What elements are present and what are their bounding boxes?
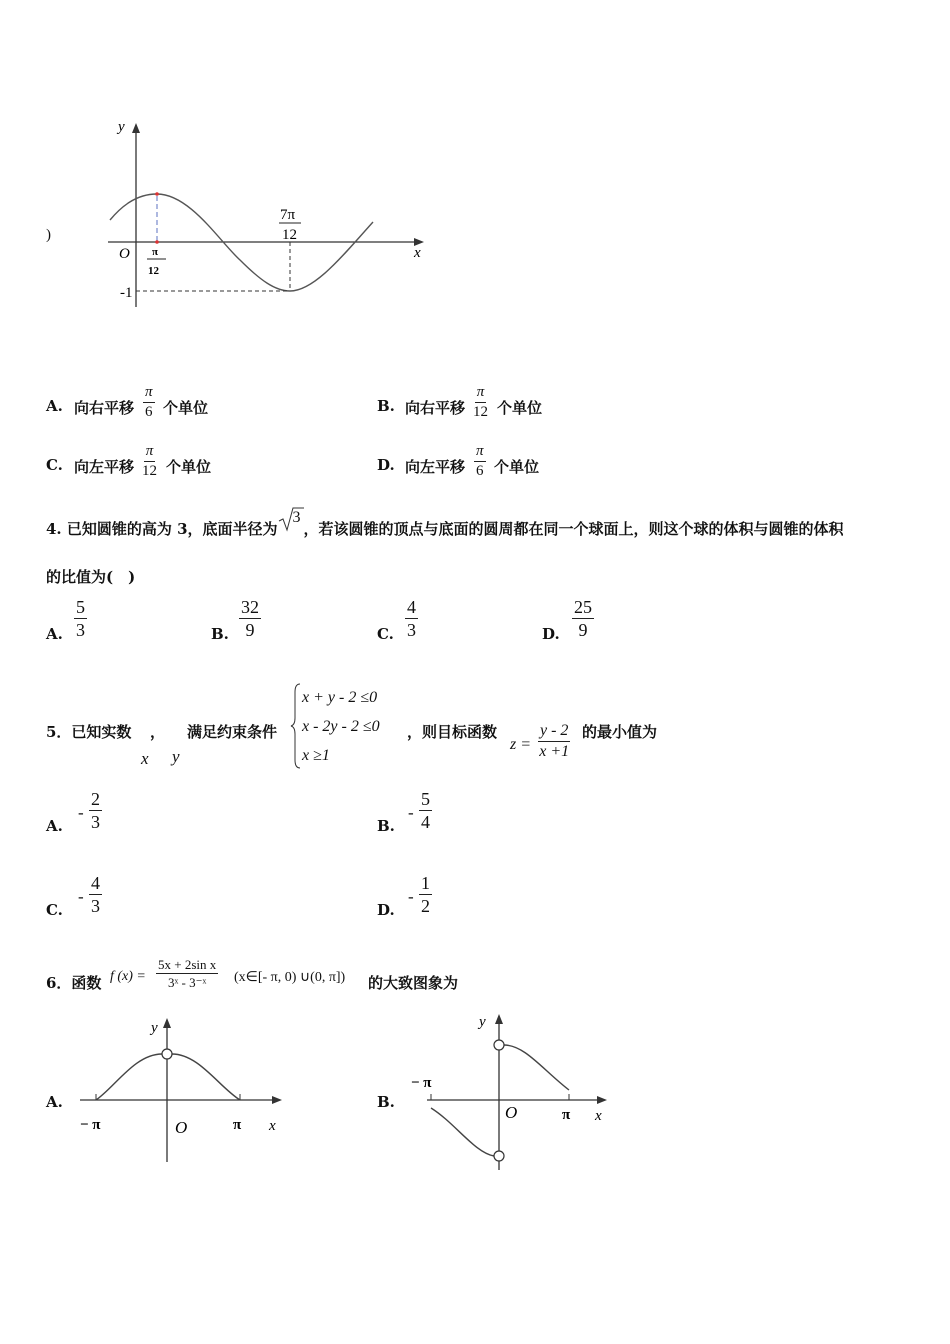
q3-origin-label: O: [119, 246, 130, 262]
option-fraction: $\frac{\pi}{6}$: [145, 384, 153, 420]
option-sign: -: [78, 803, 84, 822]
neg-pi-label: − π: [411, 1075, 432, 1091]
option-fraction: $\frac{25}{9}$: [574, 597, 592, 640]
option-fraction: $\frac{32}{9}$: [241, 597, 259, 640]
q6-option-a-graph[interactable]: [75, 1012, 290, 1167]
q6-option-b-letter: B.: [377, 1093, 395, 1111]
pi-label: π: [562, 1107, 571, 1123]
axis-y-arrow: [495, 1014, 503, 1024]
q3-peak-den: 12: [148, 265, 159, 277]
constraint-3: x ≥1: [302, 747, 330, 764]
q3-peak-foot-dot: [155, 240, 159, 244]
curve-right: [504, 1045, 569, 1090]
curve-right: [172, 1054, 240, 1100]
q5-ask: 的最小值为: [582, 723, 658, 741]
axis-x-arrow: [272, 1096, 282, 1104]
q4-text-pre: 4. 已知圆锥的高为 3，底面半径为: [46, 520, 278, 538]
q3-min-label: -1: [120, 285, 133, 301]
option-letter: C.: [46, 901, 63, 919]
q3-option-d: [377, 444, 677, 486]
curve-left: [96, 1054, 162, 1100]
x-label: x: [595, 1108, 602, 1124]
q5-constraints: [302, 683, 380, 770]
option-letter: B.: [377, 397, 395, 415]
open-point-top-icon: [494, 1040, 504, 1050]
y-label: y: [151, 1020, 158, 1036]
q4-stem-line1: [46, 509, 844, 539]
q5-z-fraction: $\frac{y - 2}{x +1}$: [539, 722, 570, 760]
y-label: y: [479, 1014, 486, 1030]
q3-peak-dot: [155, 192, 159, 196]
q6-option-a-letter: A.: [46, 1093, 63, 1111]
open-point-icon: [162, 1049, 172, 1059]
q5-cond: 满足约束条件: [187, 723, 278, 741]
pi-label: π: [233, 1117, 242, 1133]
option-letter: C.: [46, 456, 63, 474]
option-text: 个单位: [163, 399, 209, 417]
q3-closing-paren: ): [46, 227, 51, 243]
option-sign: -: [408, 887, 414, 906]
neg-pi-label: − π: [80, 1117, 101, 1133]
q4-option-b: [211, 598, 371, 648]
option-text: 向右平移: [74, 399, 135, 417]
q3-option-c: [46, 444, 346, 486]
q3-y-label: y: [118, 119, 125, 135]
q5-intro: 5．已知实数: [46, 723, 132, 741]
q4-stem-line2: 的比值为( ): [46, 568, 136, 586]
option-fraction: $\frac{\pi}{12}$: [473, 384, 488, 420]
constraint-1: x + y - 2 ≤0: [302, 689, 378, 706]
option-fraction: $\frac{\pi}{12}$: [142, 443, 157, 479]
curve-left: [431, 1108, 494, 1156]
q6-domain: (x∈[- π, 0) ∪(0, π]): [234, 970, 346, 985]
q5-target: ，则目标函数: [407, 723, 498, 741]
q3-sine-graph: [100, 115, 440, 315]
q5-option-c: [46, 874, 246, 924]
option-letter: A.: [46, 625, 63, 643]
q3-peak-num: π: [152, 246, 159, 258]
open-point-bottom-icon: [494, 1151, 504, 1161]
option-letter: C.: [377, 625, 394, 643]
option-letter: B.: [377, 817, 395, 835]
origin-label: O: [175, 1118, 188, 1137]
q3-option-b: [377, 385, 677, 427]
q3-x-label: x: [414, 245, 421, 261]
option-letter: D.: [377, 901, 395, 919]
q6-option-b-graph[interactable]: [405, 1008, 615, 1178]
q6-f-lhs: f (x) =: [110, 969, 146, 984]
constraint-2: x - 2y - 2 ≤0: [302, 718, 380, 735]
q5-var-x: x: [141, 749, 149, 768]
option-fraction: $\frac{4}{3}$: [407, 597, 416, 640]
option-fraction: $\frac{1}{2}$: [421, 873, 430, 916]
option-fraction: $\frac{4}{3}$: [91, 873, 100, 916]
option-text: 向左平移: [74, 458, 135, 476]
q3-option-a: [46, 385, 346, 427]
q4-option-c: [377, 598, 537, 648]
q3-y-arrow: [132, 123, 140, 133]
option-letter: A.: [46, 817, 63, 835]
q5-var-y: y: [172, 747, 180, 766]
option-text: 个单位: [497, 399, 543, 417]
option-letter: D.: [377, 456, 395, 474]
q4-sqrt: 3: [278, 516, 304, 536]
q4-text-post: ，若该圆锥的顶点与底面的圆周都在同一个球面上，则这个球的体积与圆锥的体积: [303, 520, 844, 538]
q5-option-b: [377, 790, 577, 840]
origin-label: O: [505, 1103, 518, 1122]
q6-ask: 的大致图象为: [368, 974, 459, 992]
q5-option-d: [377, 874, 577, 924]
option-letter: B.: [211, 625, 229, 643]
q3-mark-den: 12: [282, 227, 297, 243]
x-label: x: [269, 1118, 276, 1134]
option-sign: -: [78, 887, 84, 906]
q4-option-d: [542, 598, 702, 648]
axis-y-arrow: [163, 1018, 171, 1028]
option-sign: -: [408, 803, 414, 822]
option-text: 个单位: [494, 458, 540, 476]
q6-intro: 6．函数: [46, 974, 102, 992]
q6-f-fraction: $\frac{\text{5x + 2sin x}}{\text{3ˣ - 3⁻ˣ}}$: [158, 957, 217, 990]
option-letter: D.: [542, 625, 560, 643]
option-text: 个单位: [166, 458, 212, 476]
axis-x-arrow: [597, 1096, 607, 1104]
option-fraction: $\frac{5}{3}$: [76, 597, 85, 640]
option-text: 向左平移: [405, 458, 466, 476]
q5-z-eq: z =: [510, 736, 532, 753]
option-letter: A.: [46, 397, 63, 415]
option-fraction: $\frac{5}{4}$: [421, 789, 430, 832]
option-text: 向右平移: [405, 399, 466, 417]
q5-comma: ，: [150, 723, 166, 741]
q5-option-a: [46, 790, 246, 840]
q4-option-a: [46, 598, 206, 648]
q3-mark-num: 7π: [280, 207, 296, 223]
option-fraction: $\frac{2}{3}$: [91, 789, 100, 832]
option-fraction: $\frac{\pi}{6}$: [476, 443, 484, 479]
q5-brace-icon: [290, 682, 302, 770]
